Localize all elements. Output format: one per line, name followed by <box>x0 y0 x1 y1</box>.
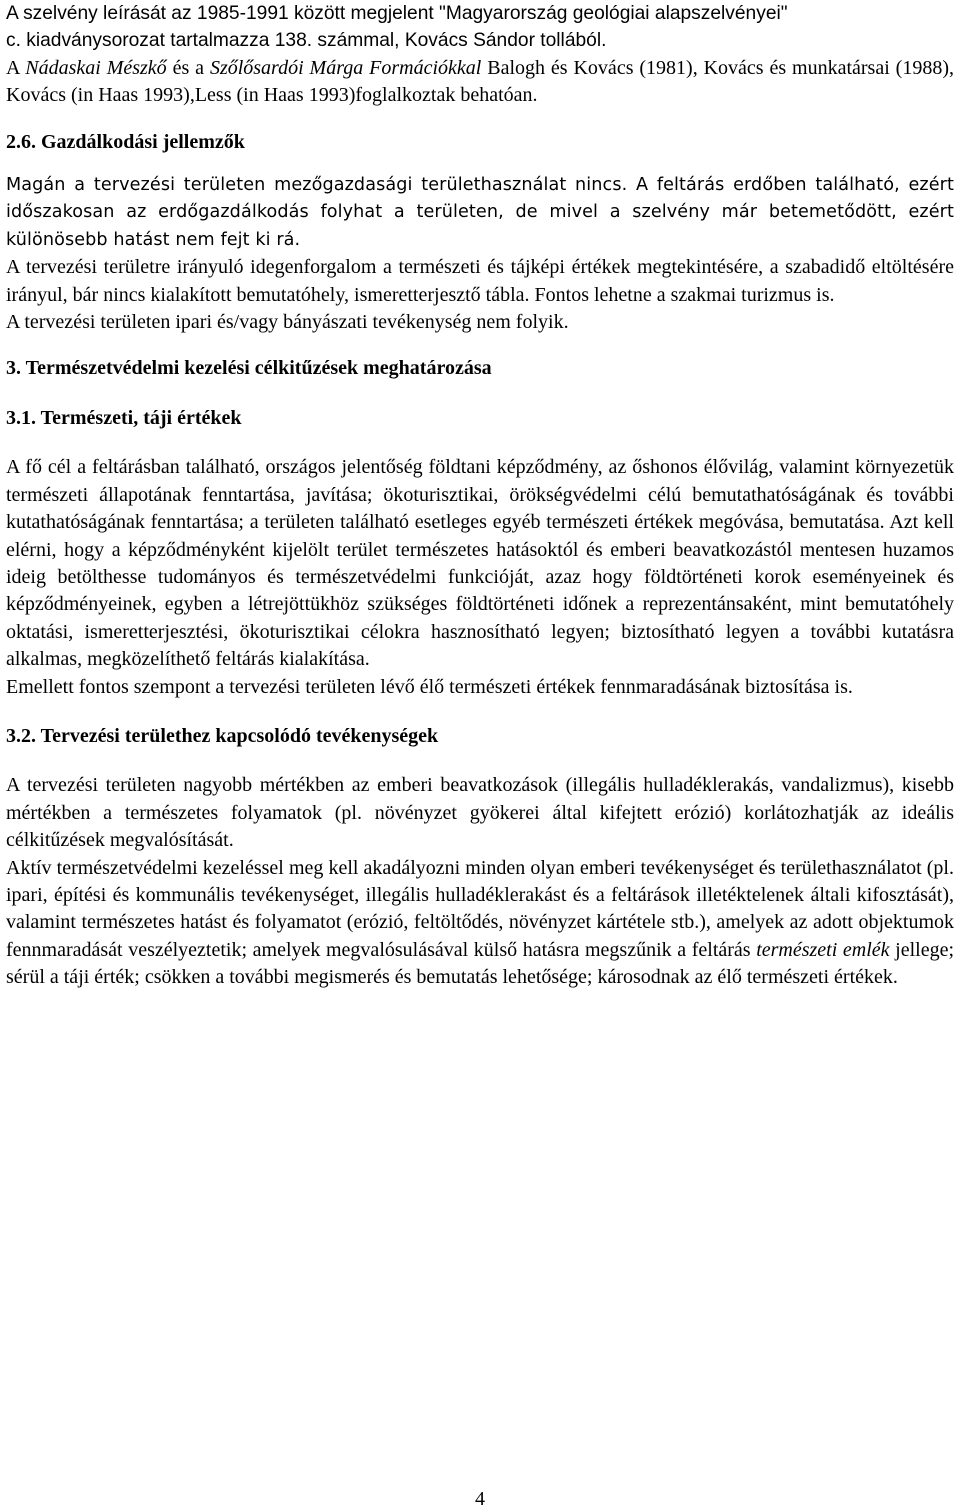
paragraph-2-6-2: A tervezési területre irányuló idegenforgalom a természeti és tájképi értékek megtekintésére, a szabadidő eltöltésére irányul, bár nincs kialakított bemutatóhely, ismeretterjesztő tábla. Fontos lehetne a szakmai turizmus is. <box>6 256 954 306</box>
intro-paragraph <box>6 55 954 110</box>
section-heading-3-2: 3.2. Tervezési területhez kapcsolódó tevékenységek <box>6 724 439 747</box>
document-page <box>6 0 954 992</box>
paragraph-3-2-2 <box>6 855 954 992</box>
section-heading-3: 3. Természetvédelmi kezelési célkitűzések meghatározása <box>6 357 492 380</box>
paragraph-3-2-2-text-a: Aktív természetvédelmi kezeléssel meg kell akadályozni minden olyan emberi tevékenységet és területhasználatot (pl. ipari, építési és kommunális tevékenységet, illegális hulladéklerakást és a feltárások illetéktelenek általi kifosztását), valamint természetes hatást és folyamatot (erózió, feltöltődés, növényzet kártétele stb.), amelyek az adott objektumok fennmaradását veszélyeztetik; amelyek megvalósulásával külső hatásra megszűnik a feltárás <box>6 856 954 961</box>
intro-line-1: A szelvény leírását az 1985-1991 között megjelent "Magyarország geológiai alapszelvényei" <box>6 3 788 24</box>
intro-formation-2: Szőlősardói Márga Formációkkal <box>209 56 482 79</box>
intro-text-a: A <box>6 56 26 79</box>
paragraph-3-2-2-text-b: jellege; sérül a táji érték; csökken a további megismerés és bemutatás lehetősége; károsodnak az élő természeti értékek. <box>6 938 954 989</box>
paragraph-3-2-1: A tervezési területen nagyobb mértékben az emberi beavatkozások (illegális hulladéklerakás, vandalizmus), kisebb mértékben a természetes folyamatok (pl. növényzet gyökerei által kifejtett erózió) korlátozhatják az ideális célkitűzések megvalósítását. <box>6 774 954 852</box>
intro-text-c: Balogh és Kovács (1981), Kovács és munkatársai (1988), Kovács (in Haas 1993),Less (in Haas 1993)foglalkoztak behatóan. <box>6 56 954 107</box>
intro-text-b: és a <box>166 56 210 79</box>
intro-block <box>6 0 954 55</box>
paragraph-3-1-2: Emellett fontos szempont a tervezési területen lévő élő természeti értékek fennmaradásának biztosítása is. <box>6 675 853 698</box>
page-number: 4 <box>475 1488 485 1510</box>
paragraph-2-6-1: Magán a tervezési területen mezőgazdasági területhasználat nincs. A feltárás erdőben található, ezért időszakosan az erdőgazdálkodás folyhat a területen, de mivel a szelvény már betemetődött, ezért különösebb hatást nem fejt ki rá. <box>6 175 954 250</box>
paragraph-3-1-1: A fő cél a feltárásban található, országos jelentőség földtani képződmény, az őshonos élővilág, valamint környezetük természeti állapotának fenntartása, javítása; ökoturisztikai, örökségvédelmi célú bemutathatóságának és további kutathatóságának fenntartása; a területen található esetleges egyéb természeti értékek megóvása, bemutatása. Azt kell elérni, hogy a képződményként kijelölt terület természetes hatásoktól és emberi beavatkozástól mentesen huzamos ideig betölthesse tudományos és természetvédelmi funkcióját, azaz hogy földtörténeti korok eseményeinek és képződményeinek, egyben a létrejöttükhöz szükséges földtörténeti időnek a reprezentánsaként, mint bemutatóhely oktatási, ismeretterjesztési, ökoturisztikai célokra hasznosítható legyen; biztosítható legyen a további kutatásra alkalmas, megközelíthető feltárás kialakítása. <box>6 456 954 671</box>
intro-line-2: c. kiadványsorozat tartalmazza 138. számmal, Kovács Sándor tollából. <box>6 30 607 52</box>
section-heading-3-1: 3.1. Természeti, táji értékek <box>6 406 242 429</box>
intro-formation-1: Nádaskai Mészkő <box>25 56 167 79</box>
paragraph-2-6-3: A tervezési területen ipari és/vagy bányászati tevékenység nem folyik. <box>6 311 569 334</box>
paragraph-3-2-2-italic: természeti emlék <box>756 938 890 961</box>
section-heading-2-6: 2.6. Gazdálkodási jellemzők <box>6 130 245 153</box>
